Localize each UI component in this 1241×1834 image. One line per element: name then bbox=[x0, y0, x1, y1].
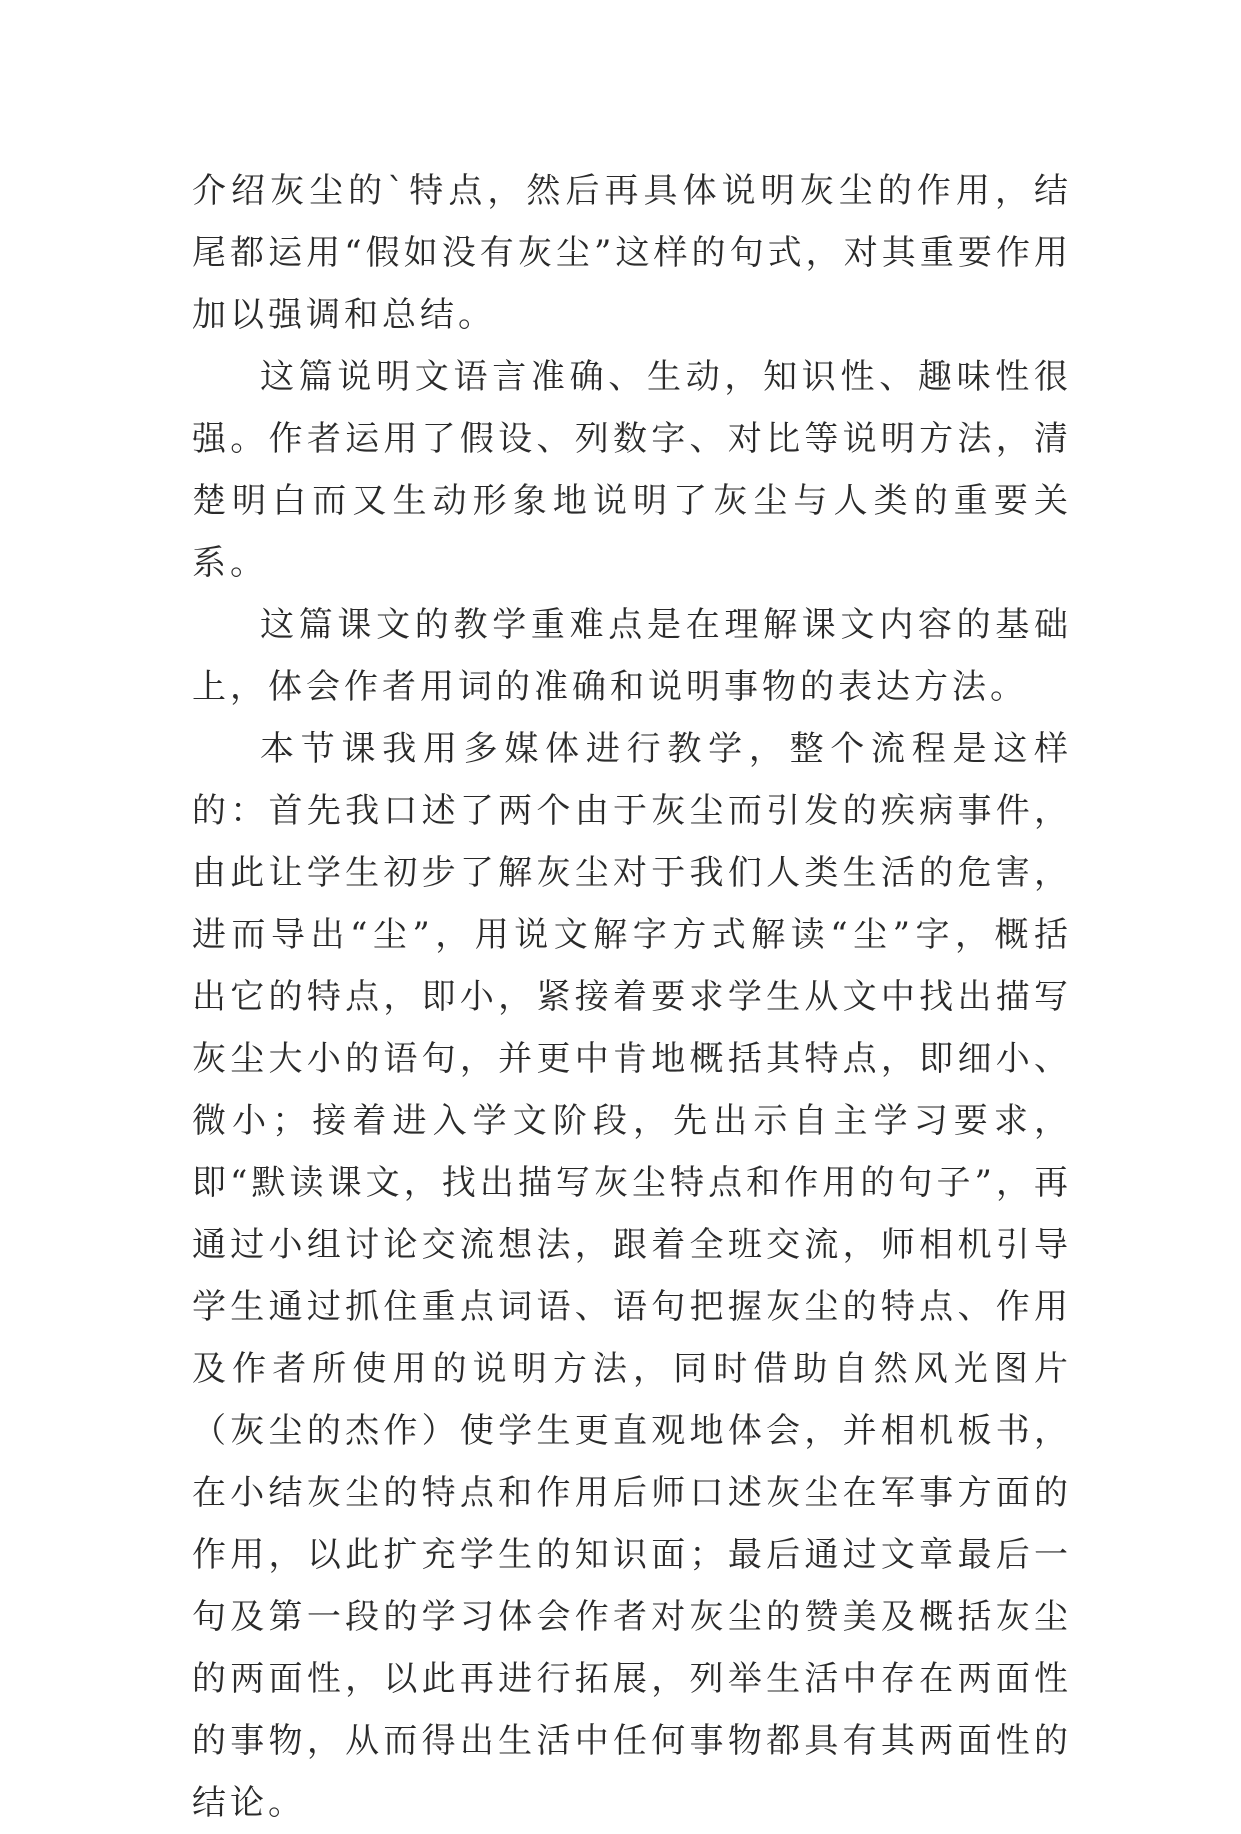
paragraph-language-features: 这篇说明文语言准确、生动，知识性、趣味性很强。作者运用了假设、列数字、对比等说明方法，清楚明白而又生动形象地说明了灰尘与人类的重要关系。 bbox=[192, 357, 1072, 583]
paragraph-continued: 介绍灰尘的`特点，然后再具体说明灰尘的作用，结尾都运用“假如没有灰尘”这样的句式，对其重要作用加以强调和总结。 bbox=[192, 171, 1072, 335]
paragraph-teaching-process: 本节课我用多媒体进行教学，整个流程是这样的：首先我口述了两个由于灰尘而引发的疾病事件，由此让学生初步了解灰尘对于我们人类生活的危害，进而导出“尘”，用说文解字方式解读“尘”字，概括出它的特点，即小，紧接着要求学生从文中找出描写灰尘大小的语句，并更中肯地概括其特点，即细小、微小；接着进入学文阶段，先出示自主学习要求，即“默读课文，找出描写灰尘特点和作用的句子”，再通过小组讨论交流想法，跟着全班交流，师相机引导学生通过抓住重点词语、语句把握灰尘的特点、作用及作者所使用的说明方法，同时借助自然风光图片（灰尘的杰作）使学生更直观地体会，并相机板书，在小结灰尘的特点和作用后师口述灰尘在军事方面的作用，以此扩充学生的知识面；最后通过文章最后一句及第一段的学习体会作者对灰尘的赞美及概括灰尘的两面性，以此再进行拓展，列举生活中存在两面性的事物，从而得出生活中任何事物都具有其两面性的结论。 bbox=[192, 729, 1072, 1823]
paragraph-teaching-focus: 这篇课文的教学重难点是在理解课文内容的基础上，体会作者用词的准确和说明事物的表达方法。 bbox=[192, 605, 1072, 707]
body-text bbox=[192, 160, 1072, 1834]
